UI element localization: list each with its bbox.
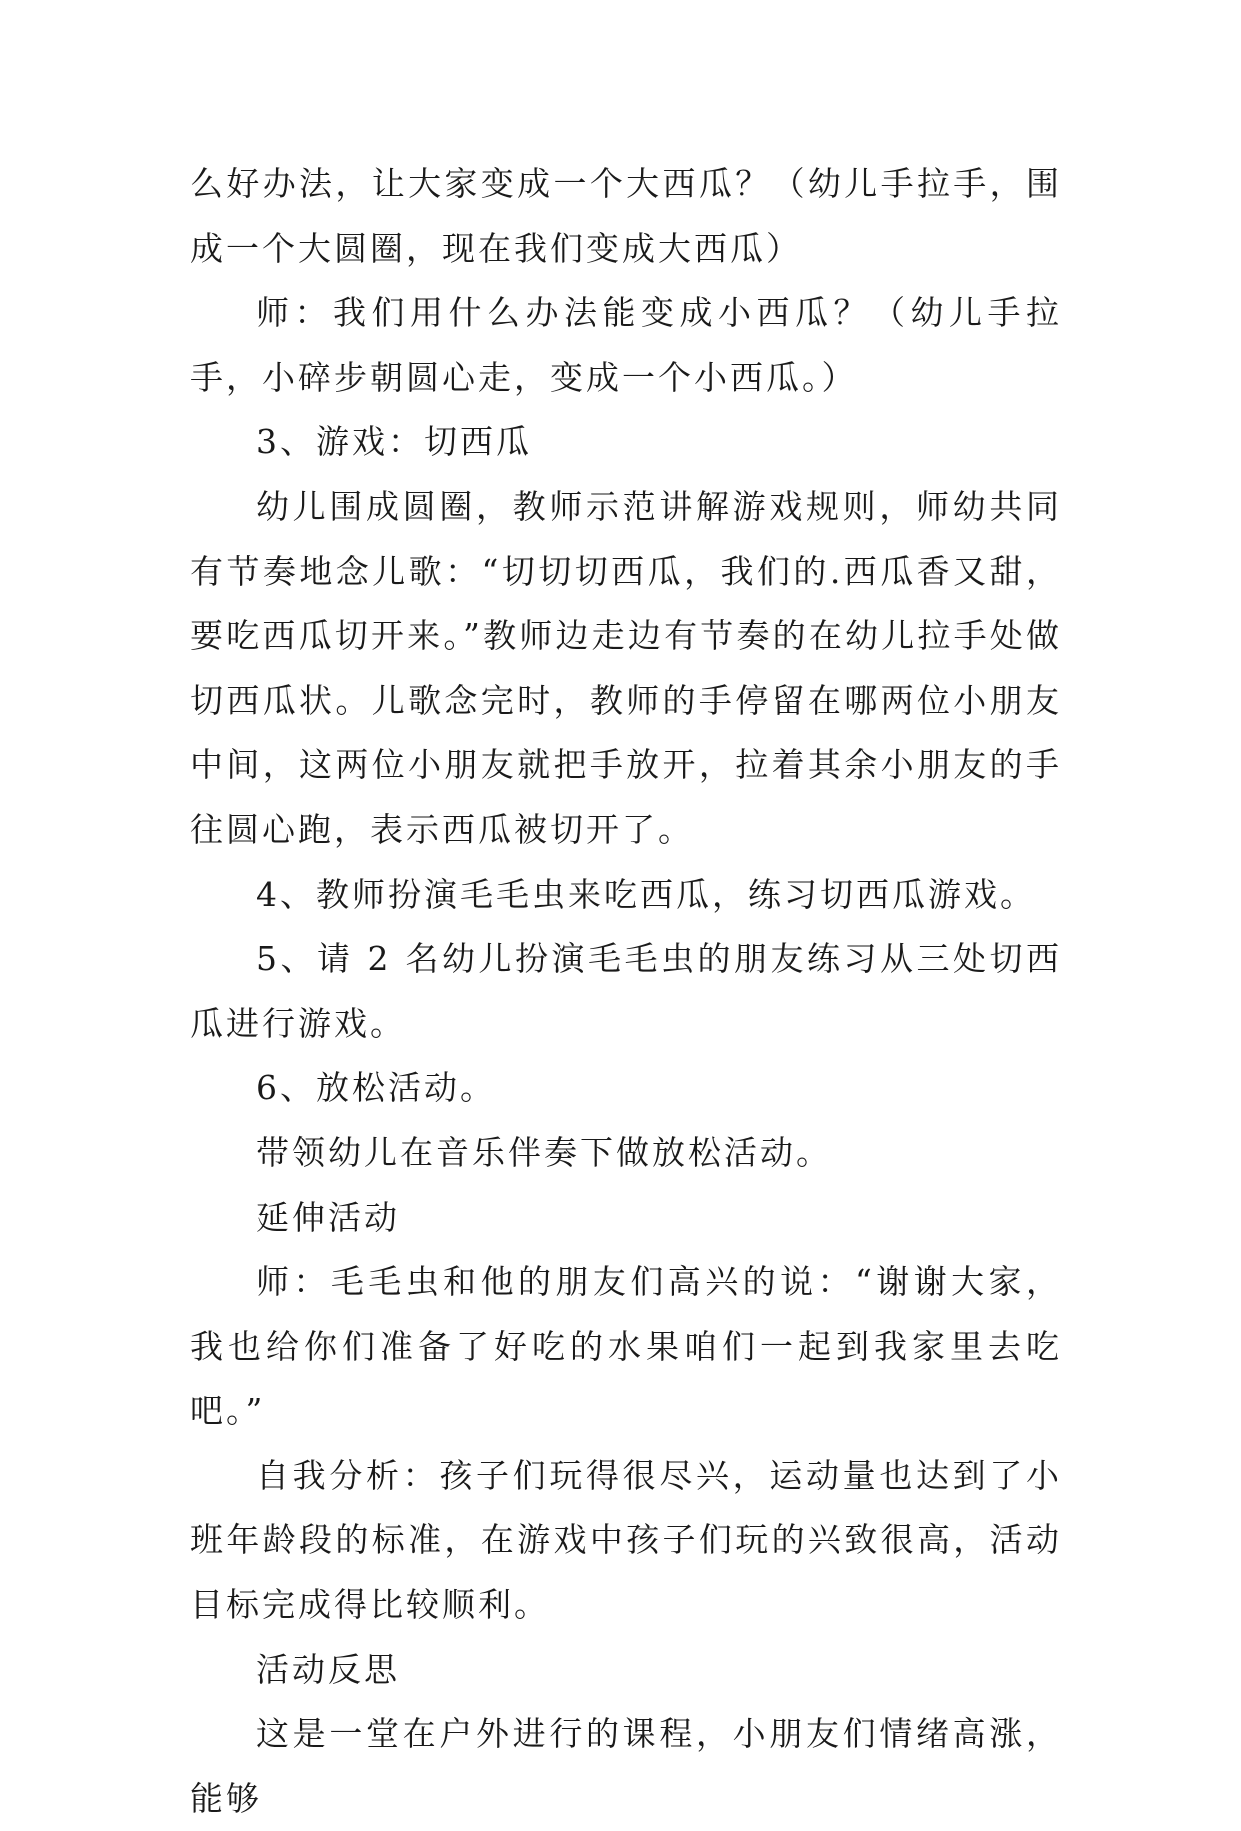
paragraph-teacher-question: 师：我们用什么办法能变成小西瓜？（幼儿手拉手，小碎步朝圆心走，变成一个小西瓜。） [190, 293, 1062, 397]
heading-extension-activity: 延伸活动 [256, 1197, 400, 1237]
heading-activity-reflection: 活动反思 [256, 1649, 400, 1689]
paragraph-reflection: 这是一堂在户外进行的课程，小朋友们情绪高涨，能够 [190, 1714, 1062, 1818]
paragraph-game-rules: 幼儿围成圆圈，教师示范讲解游戏规则，师幼共同有节奏地念儿歌：“切切切西瓜，我们的.西瓜香又甜，要吃西瓜切开来。”教师边走边有节奏的在幼儿拉手处做切西瓜状。儿歌念完时，教师的手停留在哪两位小朋友中间，这两位小朋友就把手放开，拉着其余小朋友的手往圆心跑，表示西瓜被切开了。 [190, 486, 1062, 849]
paragraph-relax-description: 带领幼儿在音乐伴奏下做放松活动。 [256, 1132, 832, 1172]
paragraph-extension-description: 师：毛毛虫和他的朋友们高兴的说：“谢谢大家，我也给你们准备了好吃的水果咱们一起到我家里去吃吧。” [190, 1262, 1062, 1431]
document-body [190, 152, 1062, 1831]
paragraph-step-4: 4、教师扮演毛毛虫来吃西瓜，练习切西瓜游戏。 [256, 874, 1036, 914]
heading-relax-activity: 6、放松活动。 [256, 1068, 496, 1108]
paragraph-continuation: 么好办法，让大家变成一个大西瓜？（幼儿手拉手，围成一个大圆圈，现在我们变成大西瓜） [190, 164, 1062, 268]
heading-game-cut-watermelon: 3、游戏：切西瓜 [256, 422, 532, 462]
paragraph-self-analysis: 自我分析：孩子们玩得很尽兴，运动量也达到了小班年龄段的标准，在游戏中孩子们玩的兴致很高，活动目标完成得比较顺利。 [190, 1455, 1062, 1625]
paragraph-step-5: 5、请 2 名幼儿扮演毛毛虫的朋友练习从三处切西瓜进行游戏。 [190, 939, 1062, 1043]
